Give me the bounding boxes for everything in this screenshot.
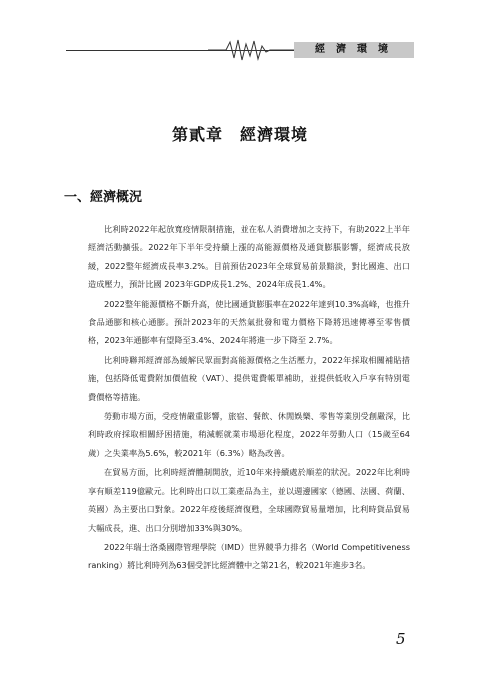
page-number: 5: [396, 630, 406, 648]
chapter-title: 第貳章 經濟環境: [171, 125, 308, 144]
body-text: [88, 220, 410, 576]
paragraph: 比利時聯邦經濟部為緩解民眾面對高能源價格之生活壓力，2022年採取相關補貼措施，包括降低電費附加價值稅（VAT）、提供電費帳單補助，並提供低收入戶享有特別電費價格等措施。: [88, 354, 410, 402]
header-label: 經濟環境: [315, 44, 399, 55]
header-wave-ornament: [208, 38, 298, 62]
section-heading: 一、經濟概況: [64, 190, 143, 205]
paragraph: 2022年瑞士洛桑國際管理學院（IMD）世界競爭力排名（World Competitiveness ranking）將比利時列為63個受評比經濟體中之第21名，較2021年進步3名。: [88, 541, 410, 571]
paragraph: 2022整年能源價格不斷升高，使比國通貨膨脹率在2022年達到10.3%高峰，也推升食品通膨和核心通膨。預計2023年的天然氣批發和電力價格下降將迅速傳導至零售價格，2023年通膨率有望降至3.4%、2024年將進一步下降至 2.7%。: [88, 298, 410, 346]
paragraph: 在貿易方面，比利時經濟體制開放，近10年來持續處於順差的狀況。2022年比利時享有順差119億歐元。比利時出口以工業產品為主，並以週邊國家（德國、法國、荷蘭、英國）為主要出口對象。2022年疫後經濟復甦，全球國際貿易量增加，比利時貨品貿易大幅成長，進、出口分別增加33%與30%。: [88, 467, 410, 533]
paragraph: 勞動市場方面，受疫情嚴重影響，旅宿、餐飲、休閒娛樂、零售等業別受創嚴深，比利時政府採取相關紓困措施，稍減輕就業市場惡化程度，2022年勞動人口（15歲至64歲）之失業率為5.6%，較2021年（6.3%）略為改善。: [88, 411, 410, 458]
paragraph: 比利時2022年起放寬疫情限制措施，並在私人消費增加之支持下，有助2022上半年經濟活動擴張。2022年下半年受持續上漲的高能源價格及通貨膨脹影響，經濟成長放緩，2022整年經濟成長率3.2%。目前預估2023年全球貿易前景黯淡，對比國進、出口造成壓力，預計比國 2023年GDP成長1.2%、2024年成長1.4%。: [88, 224, 410, 290]
